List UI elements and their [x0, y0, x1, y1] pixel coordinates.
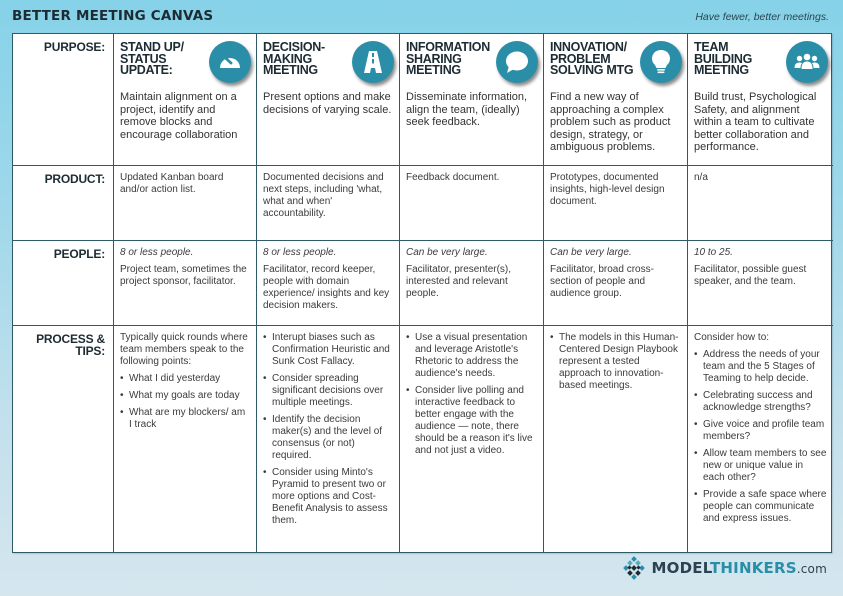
people-size: 8 or less people.	[120, 247, 194, 258]
tips-intro: Consider how to:	[694, 332, 770, 343]
speedometer-icon	[209, 41, 251, 83]
tips-list	[694, 349, 827, 525]
people-description: Project team, sometimes the project sponsor, facilitator.	[120, 264, 247, 287]
tip-item: • Identify the decision maker(s) and the level of consensus (or not) required.	[263, 414, 393, 462]
tip-item: • What my goals are today	[120, 390, 250, 402]
people-size: 10 to 25.	[694, 247, 733, 258]
people-description: Facilitator, possible guest speaker, and the team.	[694, 264, 807, 287]
people-cell	[688, 241, 833, 326]
purpose-text: Disseminate information, align the team, (ideally) seek feedback.	[406, 91, 528, 128]
people-cell	[400, 241, 544, 326]
tip-item: • Allow team members to see new or unique value in each other?	[694, 448, 827, 484]
meeting-header	[550, 40, 681, 90]
people-cell	[257, 241, 400, 326]
row-label-people: PEOPLE:	[13, 241, 114, 326]
people-description: Facilitator, record keeper, people with domain experience/ insights and key decision makers.	[263, 264, 390, 311]
row-label-product: PRODUCT:	[13, 166, 114, 241]
tip-item: • What I did yesterday	[120, 373, 250, 385]
tip-item: • Use a visual presentation and leverage Aristotle's Rhetoric to address the audience's needs.	[406, 332, 537, 380]
meeting-header	[406, 40, 537, 90]
product-cell: Feedback document.	[400, 166, 544, 241]
people-description: Facilitator, presenter(s), interested and relevant people.	[406, 264, 512, 299]
tip-item: • What are my blockers/ am I track	[120, 407, 250, 431]
meeting-header	[120, 40, 250, 90]
tip-item: • Interupt biases such as Confirmation Heuristic and Sunk Cost Fallacy.	[263, 332, 393, 368]
tips-cell-3	[544, 326, 688, 552]
tip-item: • Give voice and profile team members?	[694, 419, 827, 443]
people-size: Can be very large.	[406, 247, 488, 258]
tips-list	[406, 332, 537, 457]
people-description: Facilitator, broad cross-section of people and audience group.	[550, 264, 654, 299]
tip-item: • Provide a safe space where people can communicate and express issues.	[694, 489, 827, 525]
tip-item: • Address the needs of your team and the 5 Stages of Teaming to help decide.	[694, 349, 827, 385]
meeting-title: INFORMATION SHARING MEETING	[406, 40, 490, 77]
tips-cell-0	[114, 326, 257, 552]
tip-item: • Consider spreading significant decisions over multiple meetings.	[263, 373, 393, 409]
speech-bubble-icon	[496, 41, 538, 83]
meeting-canvas-table	[12, 33, 832, 553]
purpose-text: Build trust, Psychological Safety, and alignment within a team to cultivate better collaboration and performance.	[694, 91, 817, 153]
tips-list	[263, 332, 393, 527]
purpose-cell-4	[688, 34, 833, 166]
people-cell	[544, 241, 688, 326]
page-title: BETTER MEETING CANVAS	[12, 8, 214, 24]
meeting-header	[263, 40, 393, 90]
road-icon	[352, 41, 394, 83]
people-size: 8 or less people.	[263, 247, 337, 258]
meeting-title: TEAM BUILDING MEETING	[694, 40, 753, 77]
logo-diamond-icon	[622, 556, 646, 580]
meeting-title: STAND UP/ STATUS UPDATE:	[120, 40, 184, 77]
row-label-process: PROCESS & TIPS:	[13, 326, 114, 552]
group-icon	[786, 41, 828, 83]
logo-text-model: MODEL	[651, 559, 710, 577]
purpose-text: Maintain alignment on a project, identify and remove blocks and encourage collaboration	[120, 91, 238, 141]
purpose-cell-2	[400, 34, 544, 166]
tip-item: • Celebrating success and acknowledge strengths?	[694, 390, 827, 414]
purpose-text: Present options and make decisions of varying scale.	[263, 91, 392, 116]
purpose-cell-1	[257, 34, 400, 166]
people-size: Can be very large.	[550, 247, 632, 258]
meeting-title: INNOVATION/ PROBLEM SOLVING MTG	[550, 40, 634, 77]
product-cell: Documented decisions and next steps, including 'what, what and when' accountability.	[257, 166, 400, 241]
modelthinkers-logo[interactable]	[622, 556, 827, 580]
logo-text-thinkers: THINKERS	[710, 559, 797, 577]
meeting-header	[694, 40, 827, 90]
tips-cell-1	[257, 326, 400, 552]
tips-intro: Typically quick rounds where team members speak to the following points:	[120, 332, 248, 367]
lightbulb-icon	[640, 41, 682, 83]
purpose-cell-3	[544, 34, 688, 166]
product-cell: n/a	[688, 166, 833, 241]
tip-item: • The models in this Human-Centered Design Playbook represent a tested approach to innovation-based meetings.	[550, 332, 681, 392]
tips-cell-4	[688, 326, 833, 552]
logo-text-com: .com	[796, 562, 827, 576]
tips-list	[120, 373, 250, 431]
meeting-title: DECISION- MAKING MEETING	[263, 40, 325, 77]
purpose-text: Find a new way of approaching a complex problem such as product design, strategy, or ambiguous problems.	[550, 91, 671, 153]
tips-cell-2	[400, 326, 544, 552]
tip-item: • Consider live polling and interactive feedback to better engage with the audience — note, there should be a reason it's live and not just a video.	[406, 385, 537, 457]
tagline: Have fewer, better meetings.	[695, 11, 829, 23]
row-label-purpose: PURPOSE:	[13, 34, 114, 166]
people-cell	[114, 241, 257, 326]
logo-text	[652, 559, 827, 577]
product-cell: Updated Kanban board and/or action list.	[114, 166, 257, 241]
tips-list	[550, 332, 681, 392]
product-cell: Prototypes, documented insights, high-level design document.	[544, 166, 688, 241]
tip-item: • Consider using Minto's Pyramid to present two or more options and Cost-Benefit Analysis to assess them.	[263, 467, 393, 527]
purpose-cell-0	[114, 34, 257, 166]
